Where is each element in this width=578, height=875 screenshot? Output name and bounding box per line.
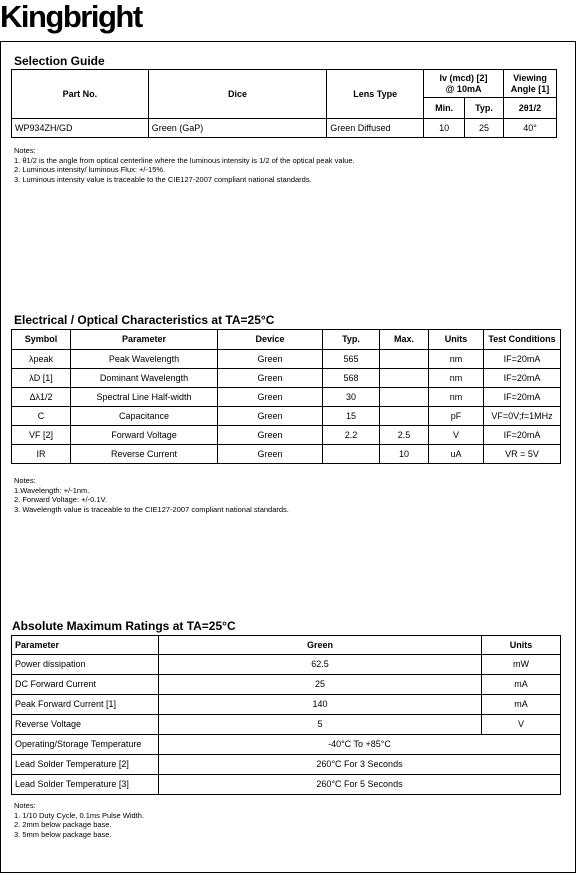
col-iv: Iv (mcd) [2] @ 10mA — [424, 70, 504, 98]
cell-max — [380, 369, 429, 388]
cell-value: 5 — [159, 715, 482, 735]
cell-cond: IF=20mA — [484, 369, 561, 388]
electrical-title: Electrical / Optical Characteristics at TA=25°C — [14, 313, 275, 327]
col-part-no: Part No. — [12, 70, 149, 119]
cell-units: nm — [429, 388, 484, 407]
selection-guide-title: Selection Guide — [14, 54, 105, 68]
cell-device: Green — [218, 388, 323, 407]
cell-value: 260°C For 3 Seconds — [159, 755, 561, 775]
cell-typ: 565 — [323, 350, 380, 369]
col-device: Device — [218, 330, 323, 350]
cell-value: 62.5 — [159, 655, 482, 675]
cell-units: uA — [429, 445, 484, 464]
col-lens-type: Lens Type — [327, 70, 424, 119]
selection-guide-notes — [14, 146, 355, 184]
note-line: 2. Luminous intensity/ luminous Flux: +/-15%. — [14, 165, 166, 175]
col-parameter: Parameter — [71, 330, 218, 350]
note-line: Notes: — [14, 801, 36, 810]
table-row — [12, 350, 561, 369]
cell-units: nm — [429, 369, 484, 388]
cell-parameter: Capacitance — [71, 407, 218, 426]
cell-cond: VR = 5V — [484, 445, 561, 464]
col-viewing-angle: Viewing Angle [1] — [504, 70, 557, 98]
note-line: Notes: — [14, 476, 36, 485]
cell-units: pF — [429, 407, 484, 426]
cell-cond: IF=20mA — [484, 388, 561, 407]
cell-part-no: WP934ZH/GD — [12, 119, 149, 138]
col-parameter: Parameter — [12, 636, 159, 655]
cell-symbol: IR — [12, 445, 71, 464]
table-row — [12, 119, 557, 138]
col-green: Green — [159, 636, 482, 655]
cell-lens: Green Diffused — [327, 119, 424, 138]
table-row — [12, 407, 561, 426]
selection-guide-table — [11, 69, 557, 138]
cell-typ — [323, 445, 380, 464]
cell-cond: VF=0V;f=1MHz — [484, 407, 561, 426]
cell-cond: IF=20mA — [484, 350, 561, 369]
cell-parameter: Dominant Wavelength — [71, 369, 218, 388]
cell-parameter: Power dissipation — [12, 655, 159, 675]
electrical-notes — [14, 476, 289, 514]
cell-parameter: Peak Forward Current [1] — [12, 695, 159, 715]
cell-parameter: DC Forward Current — [12, 675, 159, 695]
cell-value: 260°C For 5 Seconds — [159, 775, 561, 795]
absolute-ratings-notes — [14, 801, 144, 839]
table-row — [12, 755, 561, 775]
cell-max — [380, 388, 429, 407]
table-row — [12, 675, 561, 695]
cell-parameter: Forward Voltage — [71, 426, 218, 445]
cell-symbol: λpeak — [12, 350, 71, 369]
cell-units: V — [482, 715, 561, 735]
table-row — [12, 735, 561, 755]
cell-typ: 30 — [323, 388, 380, 407]
cell-units: mA — [482, 675, 561, 695]
table-row — [12, 655, 561, 675]
cell-device: Green — [218, 369, 323, 388]
col-units: Units — [482, 636, 561, 655]
cell-parameter: Spectral Line Half-width — [71, 388, 218, 407]
cell-value: 140 — [159, 695, 482, 715]
cell-parameter: Operating/Storage Temperature — [12, 735, 159, 755]
cell-symbol: VF [2] — [12, 426, 71, 445]
col-typ: Typ. — [323, 330, 380, 350]
cell-typ: 15 — [323, 407, 380, 426]
note-line: 1. θ1/2 is the angle from optical centerline where the luminous intensity is 1/2 of the optical peak value. — [14, 155, 355, 165]
table-row — [12, 715, 561, 735]
table-row — [12, 695, 561, 715]
cell-max: 10 — [380, 445, 429, 464]
cell-parameter: Lead Solder Temperature [2] — [12, 755, 159, 775]
cell-dice: Green (GaP) — [148, 119, 327, 138]
brand-logo: Kingbright — [0, 0, 142, 34]
col-symbol: Symbol — [12, 330, 71, 350]
cell-parameter: Reverse Voltage — [12, 715, 159, 735]
note-line: 3. Wavelength value is traceable to the CIE127-2007 compliant national standards. — [14, 504, 289, 514]
cell-symbol: C — [12, 407, 71, 426]
cell-typ: 25 — [465, 119, 504, 138]
cell-value: 25 — [159, 675, 482, 695]
cell-value: -40°C To +85°C — [159, 735, 561, 755]
cell-units: V — [429, 426, 484, 445]
note-line: 1.Wavelength: +/-1nm. — [14, 485, 90, 495]
col-half-angle: 2θ1/2 — [504, 98, 557, 119]
col-max: Max. — [380, 330, 429, 350]
cell-symbol: λD [1] — [12, 369, 71, 388]
cell-angle: 40° — [504, 119, 557, 138]
cell-parameter: Lead Solder Temperature [3] — [12, 775, 159, 795]
cell-max: 2.5 — [380, 426, 429, 445]
table-row — [12, 775, 561, 795]
note-line: Notes: — [14, 146, 36, 155]
cell-units: nm — [429, 350, 484, 369]
col-units: Units — [429, 330, 484, 350]
cell-device: Green — [218, 426, 323, 445]
cell-parameter: Reverse Current — [71, 445, 218, 464]
cell-device: Green — [218, 445, 323, 464]
cell-min: 10 — [424, 119, 465, 138]
table-row — [12, 369, 561, 388]
cell-parameter: Peak Wavelength — [71, 350, 218, 369]
col-test-conditions: Test Conditions — [484, 330, 561, 350]
table-row — [12, 426, 561, 445]
cell-max — [380, 407, 429, 426]
col-dice: Dice — [148, 70, 327, 119]
cell-typ: 568 — [323, 369, 380, 388]
electrical-table — [11, 329, 561, 464]
cell-cond: IF=20mA — [484, 426, 561, 445]
note-line: 3. 5mm below package base. — [14, 829, 112, 839]
absolute-ratings-title: Absolute Maximum Ratings at TA=25°C — [12, 619, 236, 633]
cell-units: mA — [482, 695, 561, 715]
cell-units: mW — [482, 655, 561, 675]
table-row — [12, 445, 561, 464]
col-typ: Typ. — [465, 98, 504, 119]
note-line: 1. 1/10 Duty Cycle, 0.1ms Pulse Width. — [14, 810, 145, 820]
note-line: 2. Forward Voltage: +/-0.1V. — [14, 495, 107, 505]
cell-symbol: Δλ1/2 — [12, 388, 71, 407]
cell-device: Green — [218, 407, 323, 426]
note-line: 3. Luminous intensity value is traceable to the CIE127-2007 compliant national standards. — [14, 174, 312, 184]
cell-typ: 2.2 — [323, 426, 380, 445]
cell-device: Green — [218, 350, 323, 369]
cell-max — [380, 350, 429, 369]
absolute-ratings-table — [11, 635, 561, 795]
note-line: 2. 2mm below package base. — [14, 820, 112, 830]
table-row — [12, 388, 561, 407]
col-min: Min. — [424, 98, 465, 119]
